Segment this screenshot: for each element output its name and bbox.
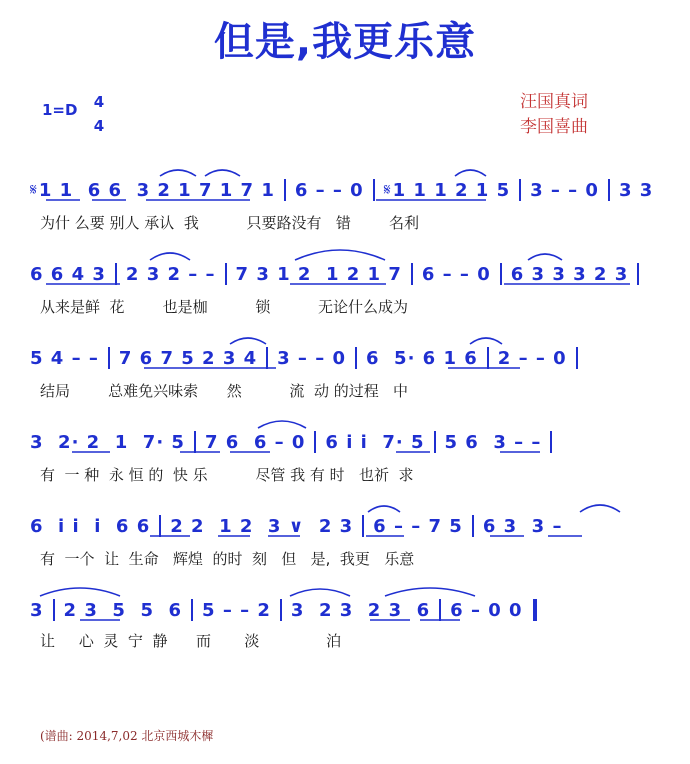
lyricist-credit: 汪国真词 [520,92,588,112]
barline [519,179,521,201]
notation-line-5 [30,512,562,540]
barline [439,599,441,621]
time-signature-bottom: 4 [93,117,105,135]
footer-note: (谱曲: 2014,7,02 北京西城木樨 [40,729,214,743]
measure: 2 3 2 – – [125,263,216,285]
barline [608,179,610,201]
final-barline [533,599,537,621]
lyrics-line-6: 让 心 灵 宁 静 而 淡 泊 [40,632,342,650]
measure: 3 2· 2 1 7· 5 [30,431,185,453]
measure: 2 – – 0 [497,347,567,369]
segno-sign: 𝄋 [383,180,391,199]
measure: 3 – – 0 [530,179,599,201]
notation-line-4 [30,428,561,456]
credits [520,90,588,140]
barline [500,263,502,285]
barline [191,599,193,621]
measure: 1 1 1 2 1 5 [392,179,511,201]
measure: 7 6 7 5 2 3 4 [118,347,258,369]
song-title: 但是,我更乐意 [213,19,477,65]
notation-line-6 [30,596,546,624]
barline [434,431,436,453]
measure: 6 3 3 – [482,515,563,537]
barline [314,431,316,453]
lyrics-line-4: 有 一 种 永 恒 的 快 乐 尽管 我 有 时 也祈 求 [40,466,414,484]
measure: 2 3 5 5 6 [63,599,183,621]
key-signature: 1=D [42,101,78,119]
notation-line-1 [30,176,653,204]
barline [355,347,357,369]
measure: 5 – – 2 [202,599,271,621]
measure: 6 – – 7 5 [373,515,463,537]
measure: 3 – – 0 [277,347,346,369]
barline [284,179,286,201]
barline [373,179,375,201]
measure: 6 3 3 3 2 3 [510,263,629,285]
barline [362,515,364,537]
measure: 6 6 4 3 [30,263,106,285]
barline [472,515,474,537]
barline [108,347,110,369]
barline [487,347,489,369]
measure: 3 [30,599,44,621]
barline [115,263,117,285]
measure: 6 i i i 6 6 [30,515,151,537]
measure: 7 6 6 – 0 [204,431,306,453]
barline [194,431,196,453]
lyrics-line-2: 从来是鲜 花 也是枷 锁 无论什么成为 [40,298,409,316]
measure: 6 5· 6 1 6 [366,347,478,369]
notation-line-3 [30,344,587,372]
measure: 5 4 – – [30,347,99,369]
barline [53,599,55,621]
lyrics-line-5: 有 一个 让 生命 辉煌 的时 刻 但 是, 我更 乐意 [40,550,415,568]
lyrics-line-1: 为什 么要 别人 承认 我 只要路没有 错 名利 [40,214,419,232]
measure: 3 3 [618,179,654,201]
notation-line-2 [30,260,648,288]
barline [266,347,268,369]
lyrics-line-3: 结局 总难免兴味索 然 流 动 的过程 中 [40,382,409,400]
measure: 6 i i 7· 5 [325,431,425,453]
measure: 5 6 3 – – [444,431,542,453]
barline [411,263,413,285]
measure: 2 2 1 2 3 ∨ 2 3 [170,515,354,537]
measure: 3 2 3 2 3 6 [290,599,431,621]
barline [637,263,639,285]
time-signature [92,90,106,138]
measure: 7 3 1 2 1 2 1 7 [235,263,402,285]
composer-credit: 李国喜曲 [520,117,588,137]
barline [225,263,227,285]
barline [159,515,161,537]
barline [280,599,282,621]
barline [550,431,552,453]
time-signature-top: 4 [93,93,105,111]
measure: 1 1 6 6 3 2 1 7 1 7 1 [38,179,275,201]
barline [576,347,578,369]
measure: 6 – 0 0 [450,599,523,621]
measure: 6 – – 0 [421,263,491,285]
segno-sign: 𝄋 [30,180,37,199]
measure: 6 – – 0 [294,179,364,201]
